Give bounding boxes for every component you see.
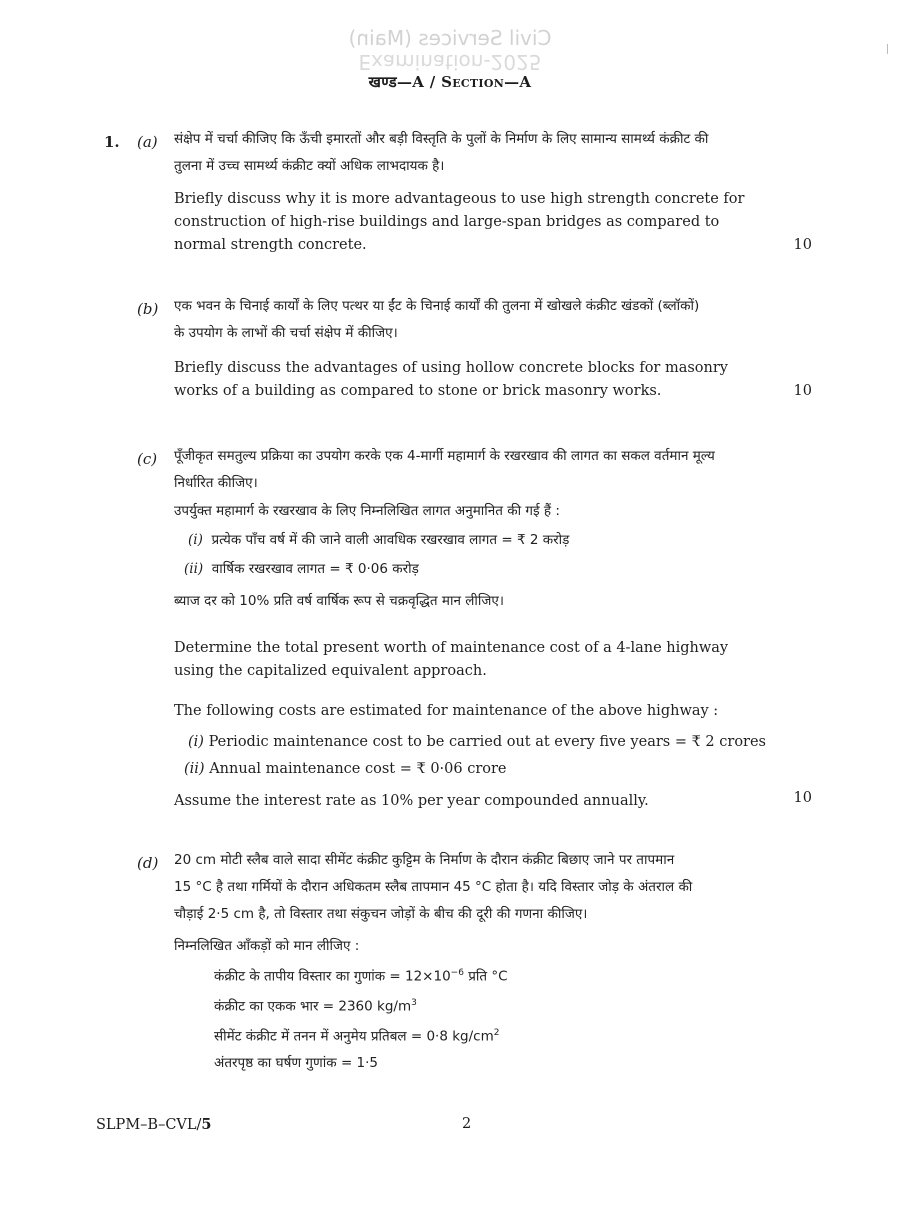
part-c-english-intro: The following costs are estimated for maintenance of the above highway : (174, 703, 719, 719)
part-a-english-line2: construction of high-rise buildings and large-span bridges as compared to (174, 214, 720, 230)
part-c-english-item-ii-label: (ii) (184, 761, 205, 777)
part-b-hindi (174, 293, 814, 347)
part-c-english-line2: using the capitalized equivalent approach. (174, 663, 487, 679)
watermark-line1: Civil Services (Main) (348, 26, 552, 50)
part-c-english-item-i-label: (i) (188, 734, 204, 750)
part-d-hindi-line2: 15 °C है तथा गर्मियों के दौरान अधिकतम स्लैब तापमान 45 °C होता है। यदि विस्तार जोड़ के अंतराल की (174, 879, 693, 895)
data-allowable-stress (214, 1020, 499, 1051)
part-b-marks: 10 (793, 383, 812, 399)
section-title-english: Section—A (441, 73, 532, 91)
part-c-hindi-line2: निर्धारित कीजिए। (174, 475, 258, 491)
data-allowable-stress-exp: 2 (493, 1028, 500, 1038)
part-b-label: (b) (137, 300, 159, 318)
part-d-hindi-line3: चौड़ाई 2·5 cm है, तो विस्तार तथा संकुचन जोड़ों के बीच की दूरी की गणना कीजिए। (174, 906, 588, 922)
part-b-hindi-line1: एक भवन के चिनाई कार्यों के लिए पत्थर या ईंट के चिनाई कार्यों की तुलना में खोखले कंक्रीट खंडकों (ब्लॉकों) (174, 298, 700, 314)
part-a-english-line1: Briefly discuss why it is more advantageous to use high strength concrete for (174, 191, 745, 207)
part-a-marks: 10 (793, 237, 812, 253)
data-thermal-coefficient (214, 960, 508, 991)
part-d-hindi (174, 847, 814, 928)
paper-code (96, 1116, 212, 1133)
part-c-english-item-ii-text: Annual maintenance cost = ₹ 0·06 crore (209, 761, 507, 777)
part-c-hindi-item-ii-label: (ii) (184, 561, 204, 577)
data-unit-weight-text: कंक्रीट का एकक भार = 2360 kg/m (214, 998, 412, 1015)
question-number: 1. (104, 133, 120, 151)
part-c-hindi-item-i (188, 527, 569, 554)
part-b-english (174, 357, 814, 403)
section-title-sep: / (429, 73, 436, 91)
data-thermal-coefficient-unit: प्रति °C (463, 968, 508, 985)
part-c-english-line1: Determine the total present worth of maintenance cost of a 4-lane highway (174, 640, 729, 656)
part-c-hindi-interest: ब्याज दर को 10% प्रति वर्ष वार्षिक रूप से चक्रवृद्धित मान लीजिए। (174, 593, 504, 609)
part-c-hindi-item-i-label: (i) (188, 532, 203, 548)
paper-code-number: 5 (201, 1116, 212, 1133)
part-c-hindi-item-i-text: प्रत्येक पाँच वर्ष में की जाने वाली आवधिक रखरखाव लागत = ₹ 2 करोड़ (211, 532, 570, 548)
part-c-marks: 10 (793, 790, 812, 806)
part-b-english-line2: works of a building as compared to stone or brick masonry works. (174, 383, 662, 399)
part-a-hindi-line2: तुलना में उच्च सामर्थ्य कंक्रीट क्यों अधिक लाभदायक है। (174, 158, 445, 174)
part-c-english-interest: Assume the interest rate as 10% per year compounded annually. (174, 793, 649, 809)
part-c-english (174, 637, 814, 683)
data-unit-weight (214, 990, 417, 1021)
paper-code-prefix: SLPM–B–CVL/ (96, 1117, 202, 1133)
part-b-english-line1: Briefly discuss the advantages of using hollow concrete blocks for masonry (174, 360, 728, 376)
data-unit-weight-exp: 3 (411, 998, 417, 1008)
data-thermal-coefficient-exp: −6 (450, 968, 464, 978)
part-c-hindi-line1: पूँजीकृत समतुल्य प्रक्रिया का उपयोग करके एक 4-मार्गी महामार्ग के रखरखाव की लागत का सकल वर्तमान मूल्य (174, 448, 715, 464)
part-c-english-item-i (188, 731, 766, 754)
part-c-english-item-i-text: Periodic maintenance cost to be carried out at every five years = ₹ 2 crores (208, 734, 766, 750)
part-d-hindi-line1: 20 cm मोटी स्लैब वाले सादा सीमेंट कंक्रीट कुट्टिम के निर्माण के दौरान कंक्रीट बिछाए जाने पर तापमान (174, 852, 675, 868)
part-b-hindi-line2: के उपयोग के लाभों की चर्चा संक्षेप में कीजिए। (174, 325, 398, 341)
page-number: 2 (462, 1116, 472, 1132)
part-a-english-line3: normal strength concrete. (174, 237, 367, 253)
part-a-label: (a) (137, 133, 158, 151)
data-allowable-stress-text: सीमेंट कंक्रीट में तनन में अनुमेय प्रतिबल = 0·8 kg/cm (214, 1028, 494, 1045)
part-c-hindi-item-ii (184, 556, 419, 583)
part-c-hindi-intro: उपर्युक्त महामार्ग के रखरखाव के लिए निम्नलिखित लागत अनुमानित की गई हैं : (174, 503, 560, 519)
watermark-line2: Examination-2025 (358, 50, 542, 74)
part-c-hindi (174, 443, 814, 497)
part-a-english (174, 188, 814, 257)
part-a-hindi (174, 126, 814, 180)
section-title (0, 72, 900, 92)
part-a-hindi-line1: संक्षेप में चर्चा कीजिए कि ऊँची इमारतों और बड़ी विस्तृति के पुलों के निर्माण के लिए सामान्य सामर्थ्य कंक्रीट की (174, 131, 709, 147)
part-d-label: (d) (137, 854, 159, 872)
part-c-hindi-item-ii-text: वार्षिक रखरखाव लागत = ₹ 0·06 करोड़ (211, 561, 419, 577)
data-thermal-coefficient-text: कंक्रीट के तापीय विस्तार का गुणांक = 12×10 (214, 968, 451, 985)
part-c-label: (c) (137, 450, 158, 468)
section-title-hindi: खण्ड—A (368, 73, 425, 91)
edge-mark (887, 44, 888, 54)
part-d-hindi-assume: निम्नलिखित आँकड़ों को मान लीजिए : (174, 938, 360, 954)
part-c-english-item-ii (184, 758, 507, 781)
data-friction-coefficient: अंतरपृष्ठ का घर्षण गुणांक = 1·5 (214, 1055, 379, 1071)
